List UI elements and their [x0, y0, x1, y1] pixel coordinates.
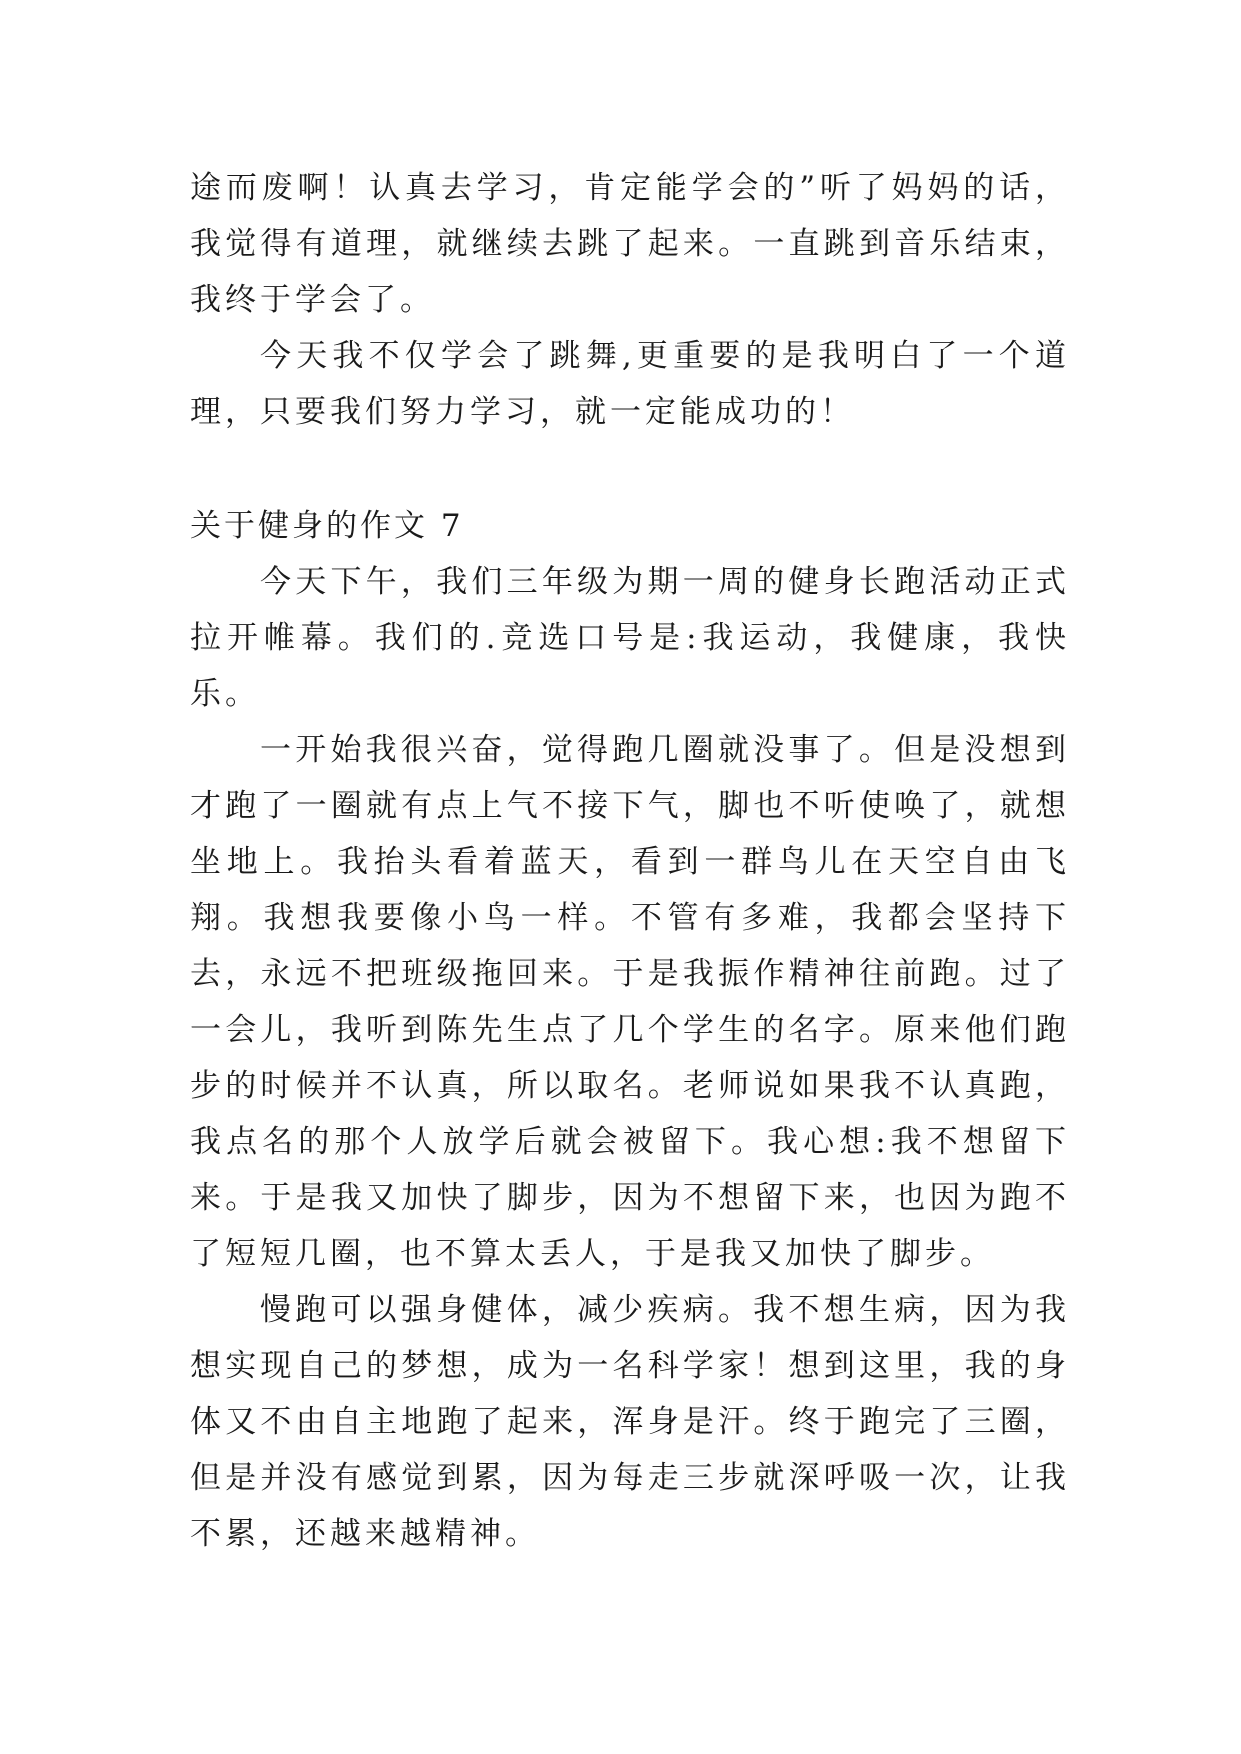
paragraph-ending: 慢跑可以强身健体，减少疾病。我不想生病，因为我想实现自己的梦想，成为一名科学家！想到这里，我的身体又不由自主地跑了起来，浑身是汗。终于跑完了三圈，但是并没有感觉到累，因为每走三步就深呼吸一次，让我不累，还越来越精神。: [190, 1292, 1070, 1552]
paragraph-continuation: 途而废啊！认真去学习，肯定能学会的”听了妈妈的话，我觉得有道理，就继续去跳了起来。一直跳到音乐结束，我终于学会了。: [190, 170, 1070, 318]
paragraph-intro: 今天下午，我们三年级为期一周的健身长跑活动正式拉开帷幕。我们的.竞选口号是:我运动，我健康，我快乐。: [190, 564, 1070, 712]
document-body: [190, 160, 1070, 1562]
paragraph-running: 一开始我很兴奋，觉得跑几圈就没事了。但是没想到才跑了一圈就有点上气不接下气，脚也不听使唤了，就想坐地上。我抬头看着蓝天，看到一群鸟儿在天空自由飞翔。我想我要像小鸟一样。不管有多难，我都会坚持下去，永远不把班级拖回来。于是我振作精神往前跑。过了一会儿，我听到陈先生点了几个学生的名字。原来他们跑步的时候并不认真，所以取名。老师说如果我不认真跑，我点名的那个人放学后就会被留下。我心想:我不想留下来。于是我又加快了脚步，因为不想留下来，也因为跑不了短短几圈，也不算太丢人，于是我又加快了脚步。: [190, 732, 1070, 1272]
section-title: 关于健身的作文 7: [190, 508, 464, 544]
paragraph-conclusion: 今天我不仅学会了跳舞,更重要的是我明白了一个道理，只要我们努力学习，就一定能成功的！: [190, 338, 1070, 430]
